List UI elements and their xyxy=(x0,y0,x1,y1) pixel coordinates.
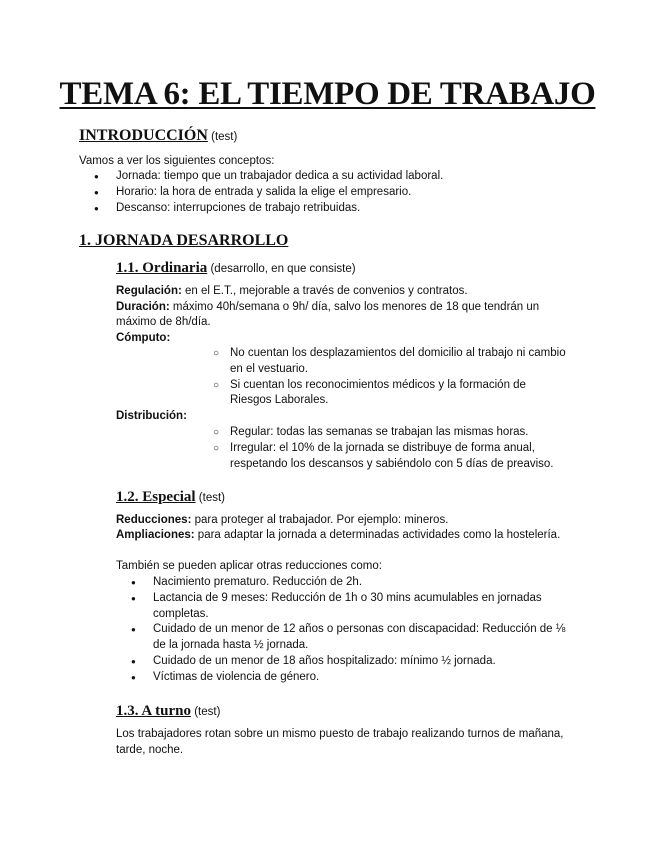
ordinaria-heading: 1.1. Ordinaria xyxy=(116,260,208,276)
list-item: ● Jornada: tiempo que un trabajador dedica a su actividad laboral. xyxy=(116,169,443,185)
list-item: ● Descanso: interrupciones de trabajo retribuidas. xyxy=(116,201,443,217)
list-item: ● Víctimas de violencia de género. xyxy=(153,670,565,686)
distribucion-label-text: Distribución: xyxy=(116,410,187,422)
duracion-label: Duración: xyxy=(116,301,170,313)
distribucion-label xyxy=(116,409,187,425)
list-item: ○ Irregular: el 10% de la jornada se distribuye de forma anual, xyxy=(230,441,554,457)
list-item: ○ No cuentan los desplazamientos del domicilio al trabajo ni cambio xyxy=(230,346,566,362)
especial-heading-row xyxy=(116,490,225,507)
ordinaria-heading-row xyxy=(116,261,356,278)
intro-lead: Vamos a ver los siguientes conceptos: xyxy=(79,155,275,167)
list-item: ● Cuidado de un menor de 18 años hospitalizado: mínimo ½ jornada. xyxy=(153,654,565,670)
computo-label xyxy=(116,331,170,347)
list-item: ● Nacimiento prematuro. Reducción de 2h. xyxy=(153,575,565,591)
ampliaciones-label: Ampliaciones: xyxy=(116,529,195,541)
turno-heading: 1.3. A turno xyxy=(116,703,192,719)
ampliaciones-text: para adaptar la jornada a determinadas actividades como la hostelería. xyxy=(194,529,561,541)
ampliaciones-line xyxy=(116,528,560,544)
especial-heading: 1.2. Especial xyxy=(116,489,196,505)
regulacion-label: Regulación: xyxy=(116,285,182,297)
list-item: ● Lactancia de 9 meses: Reducción de 1h o 30 mins acumulables en jornadas xyxy=(153,591,565,607)
intro-list xyxy=(116,169,443,216)
list-item-continuation: Riesgos Laborales. xyxy=(230,394,329,407)
turno-heading-row xyxy=(116,704,220,721)
duracion-line-2: máximo de 8h/día. xyxy=(116,316,211,328)
duracion-text: máximo 40h/semana o 9h/ día, salvo los menores de 18 que tendrán un xyxy=(169,301,540,313)
computo-label-text: Cómputo: xyxy=(116,332,171,344)
list-item-continuation: completas. xyxy=(153,607,209,620)
list-item: ● Horario: la hora de entrada y salida la elige el empresario. xyxy=(116,185,443,201)
list-item-continuation: en el vestuario. xyxy=(230,362,308,375)
turno-tag: (test) xyxy=(194,706,221,718)
regulacion-text: en el E.T., mejorable a través de convenios y contratos. xyxy=(181,285,468,297)
especial-list xyxy=(153,575,565,686)
especial-tag: (test) xyxy=(198,492,225,504)
list-item: ● Cuidado de un menor de 12 años o personas con discapacidad: Reducción de ⅛ xyxy=(153,622,565,638)
page-title: TEMA 6: EL TIEMPO DE TRABAJO xyxy=(59,76,596,112)
reducciones-text: para proteger al trabajador. Por ejemplo: mineros. xyxy=(191,514,449,526)
regulacion-line xyxy=(116,284,468,300)
especial-lead: También se pueden aplicar otras reducciones como: xyxy=(116,560,382,572)
list-item: ○ Regular: todas las semanas se trabajan las mismas horas. xyxy=(230,425,554,441)
list-item-continuation: de la jornada hasta ½ jornada. xyxy=(153,639,309,652)
section1-heading: 1. JORNADA DESARROLLO xyxy=(79,232,289,249)
intro-heading: INTRODUCCIÓN xyxy=(79,127,208,144)
reducciones-line xyxy=(116,513,448,529)
list-item: ○ Si cuentan los reconocimientos médicos y la formación de xyxy=(230,378,566,394)
duracion-line xyxy=(116,300,539,316)
list-item-continuation: respetando los descansos y sabiéndolo con 5 días de preaviso. xyxy=(230,457,554,470)
distribucion-list xyxy=(230,425,554,472)
intro-heading-row xyxy=(79,128,237,146)
ordinaria-tag: (desarrollo, en que consiste) xyxy=(210,263,356,275)
turno-text-2: tarde, noche. xyxy=(116,744,184,756)
reducciones-label: Reducciones: xyxy=(116,514,192,526)
turno-text-1: Los trabajadores rotan sobre un mismo puesto de trabajo realizando turnos de mañana, xyxy=(116,728,564,740)
intro-tag: (test) xyxy=(211,131,238,143)
computo-list xyxy=(230,346,566,409)
